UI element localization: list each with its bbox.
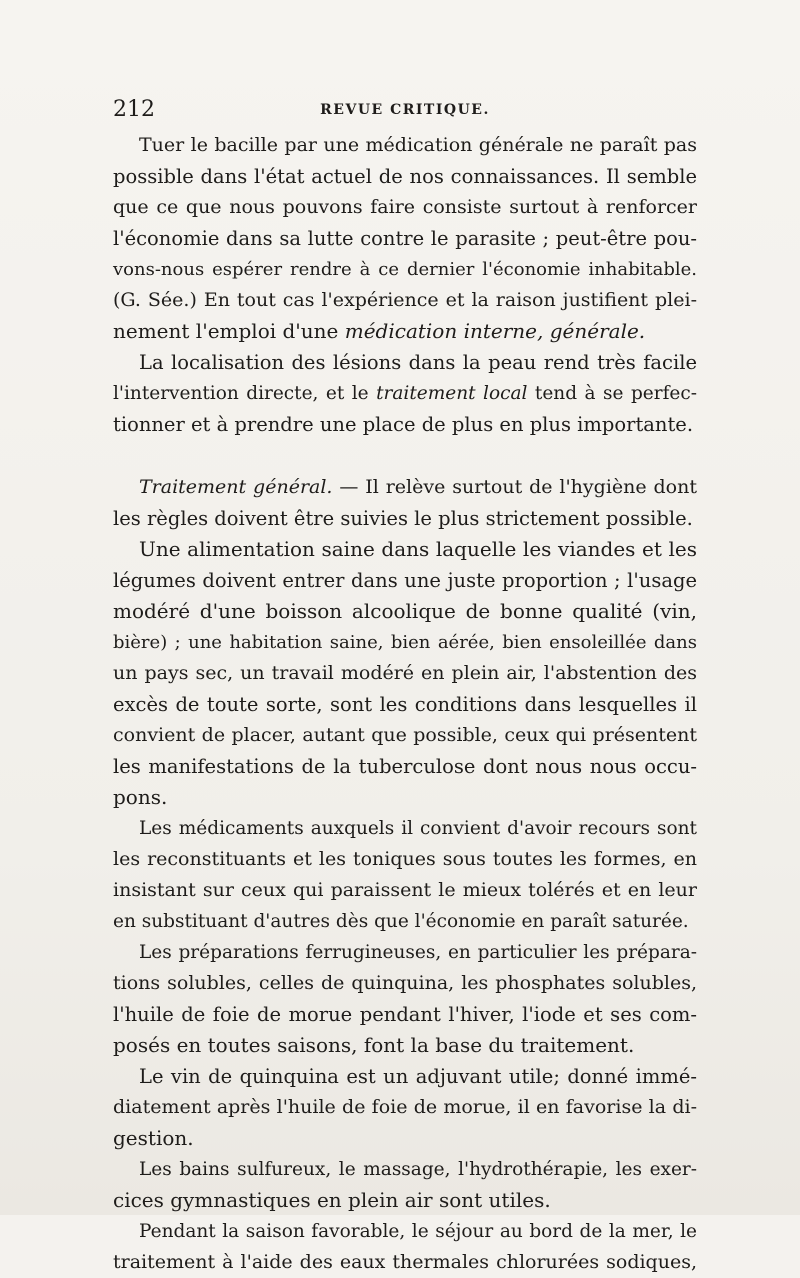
text-line: excès de toute sorte, sont les conditions dans lesquelles il bbox=[113, 693, 697, 716]
section-spacer bbox=[113, 440, 697, 472]
text-line: les reconstituants et les toniques sous toutes les formes, en bbox=[113, 848, 697, 870]
text-line: l'intervention directe, et le traitement local tend à se perfec- bbox=[113, 383, 697, 404]
text-line: Les bains sulfureux, le massage, l'hydrothérapie, les exer- bbox=[139, 1159, 697, 1180]
text-line: traitement à l'aide des eaux thermales chlorurées sodiques, bbox=[113, 1251, 697, 1273]
text-line: Les préparations ferrugineuses, en particulier les prépara- bbox=[139, 942, 697, 963]
text-line: tions solubles, celles de quinquina, les phosphates solubles, bbox=[113, 972, 697, 994]
body-text bbox=[113, 130, 697, 1278]
text-line: vons-nous espérer rendre à ce dernier l'économie inhabitable. bbox=[113, 259, 697, 280]
text-line: Le vin de quinquina est un adjuvant utile; donné immé- bbox=[139, 1065, 697, 1088]
text-line: nement l'emploi d'une médication interne, générale. bbox=[113, 319, 646, 343]
page-number: 212 bbox=[113, 97, 155, 122]
running-head: REVUE CRITIQUE. bbox=[320, 102, 490, 118]
text-line: diatement après l'huile de foie de morue, il en favorise la di- bbox=[113, 1096, 697, 1118]
page-header bbox=[113, 96, 697, 126]
text-line: Les médicaments auxquels il convient d'avoir recours sont bbox=[139, 818, 697, 839]
text-line: tionner et à prendre une place de plus en plus importante. bbox=[113, 413, 694, 436]
italic-term: traitement local bbox=[376, 383, 528, 404]
text-line: convient de placer, autant que possible, ceux qui présentent bbox=[113, 724, 697, 746]
text-line: Tuer le bacille par une médication générale ne paraît pas bbox=[139, 134, 697, 156]
text-line: possible dans l'état actuel de nos connaissances. Il semble bbox=[113, 165, 697, 188]
text-line: les manifestations de la tuberculose dont nous nous occu- bbox=[113, 755, 697, 778]
text-line: insistant sur ceux qui paraissent le mieux tolérés et en leur bbox=[113, 879, 697, 901]
text-line: gestion. bbox=[113, 1126, 194, 1150]
text-line: bière) ; une habitation saine, bien aérée, bien ensoleillée dans bbox=[113, 632, 697, 653]
section-heading: Traitement général. bbox=[139, 476, 333, 498]
italic-term: médication interne, générale. bbox=[344, 319, 646, 343]
text-line: cices gymnastiques en plein air sont utiles. bbox=[113, 1188, 551, 1212]
text-line: que ce que nous pouvons faire consiste surtout à renforcer bbox=[113, 196, 697, 218]
section-heading-line: Traitement général. — Il relève surtout de l'hygiène dont bbox=[139, 476, 697, 498]
text-line: posés en toutes saisons, font la base du traitement. bbox=[113, 1033, 635, 1057]
text-line: légumes doivent entrer dans une juste proportion ; l'usage bbox=[113, 569, 697, 592]
text-line: La localisation des lésions dans la peau rend très facile bbox=[139, 351, 697, 374]
text-line: l'économie dans sa lutte contre le parasite ; peut-être pou- bbox=[113, 227, 697, 250]
text-line: (G. Sée.) En tout cas l'expérience et la raison justifient plei- bbox=[113, 289, 697, 311]
text-line: Une alimentation saine dans laquelle les viandes et les bbox=[139, 537, 697, 561]
text-line: pons. bbox=[113, 785, 168, 809]
text-line: l'huile de foie de morue pendant l'hiver, l'iode et ses com- bbox=[113, 1003, 697, 1026]
text-line: un pays sec, un travail modéré en plein air, l'abstention des bbox=[113, 662, 697, 684]
text-line: Pendant la saison favorable, le séjour au bord de la mer, le bbox=[139, 1221, 697, 1242]
text-line: modéré d'une boisson alcoolique de bonne qualité (vin, bbox=[113, 599, 697, 623]
text-line: en substituant d'autres dès que l'économie en paraît saturée. bbox=[113, 911, 689, 932]
text-line: les règles doivent être suivies le plus strictement possible. bbox=[113, 507, 693, 530]
